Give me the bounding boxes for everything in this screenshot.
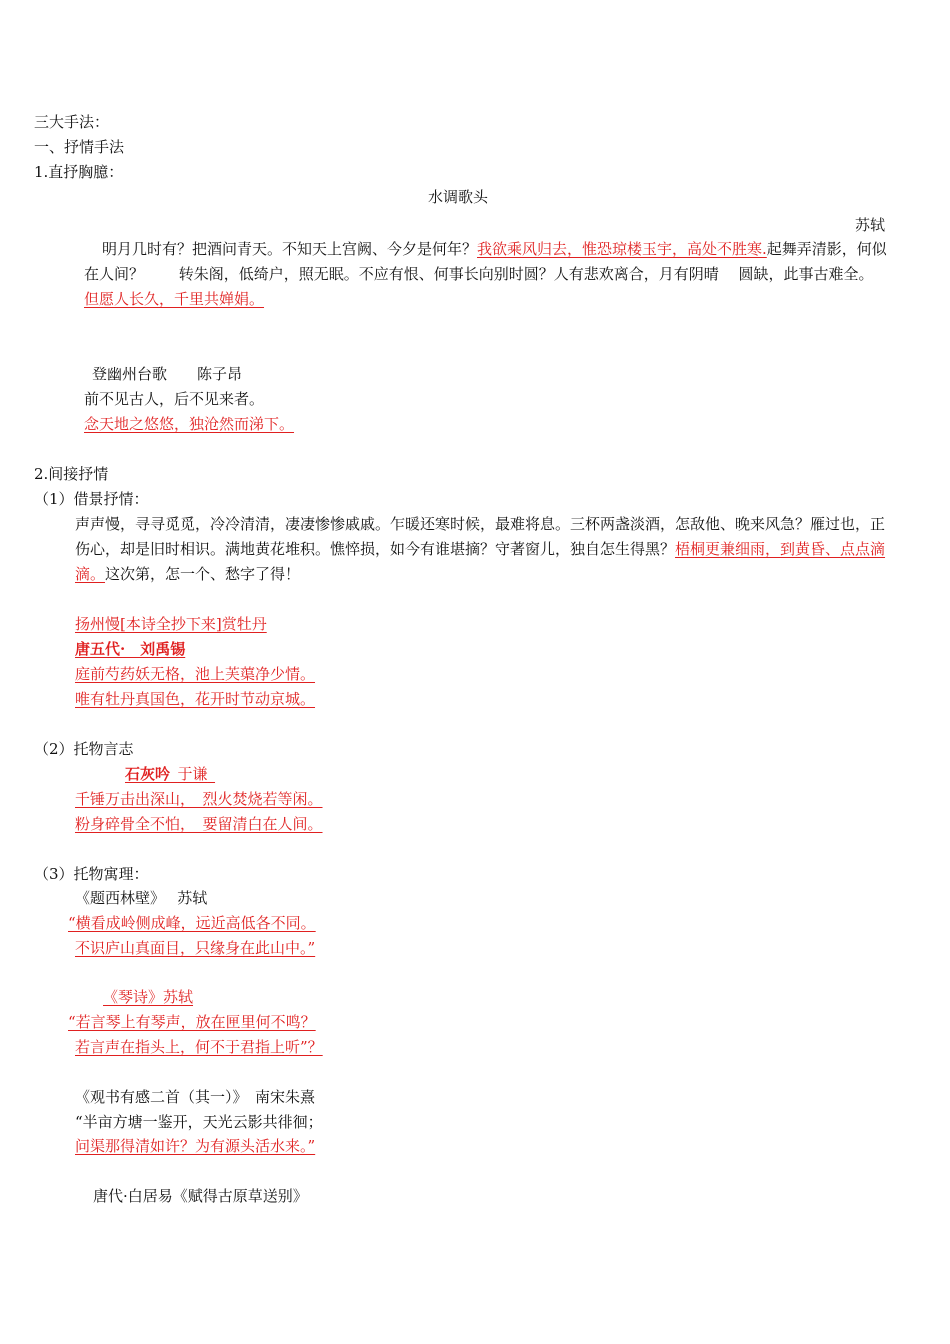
poem-title-line-shihui	[125, 762, 215, 787]
poem-title-qinshi: 《琴诗》苏轼	[103, 988, 194, 1006]
poem-author-shihui: 于谦	[177, 765, 208, 783]
shuidiao-red-2: 但愿人长久，千里共婵娟。	[84, 290, 265, 308]
shuidiao-red-1: 我欲乘风归去，惟恐琼楼玉宇，高处不胜寒.	[477, 240, 767, 258]
guanshu-line-2: 问渠那得清如许？为有源头活水来。”	[75, 1137, 316, 1155]
heading-point-2: （2）托物言志	[34, 740, 134, 758]
youzhou-line-1: 前不见古人，后不见来者。	[84, 390, 265, 408]
heading-point-3: （3）托物寓理：	[34, 865, 149, 883]
xilin-line-1: “横看成岭侧成峰，远近高低各不同。	[68, 914, 316, 932]
shuidiao-text-2: 起舞弄清影，何似在人间？ 转朱阁，低绮户，照无眠。不应有恨、何事长向别时圆？人有悲欢离合，月有阴晴 圆缺，此事古难全。	[84, 240, 887, 283]
shihui-line-1: 千锤万击出深山， 烈火焚烧若等闲。	[75, 790, 323, 808]
mudan-line-1: 庭前芍药妖无格，池上芙蕖净少情。	[75, 665, 316, 683]
guanshu-line-1: “半亩方塘一鉴开，天光云影共徘徊；	[75, 1113, 323, 1131]
heading-point-1: （1）借景抒情：	[34, 490, 149, 508]
qinshi-line-2: 若言声在指头上，何不于君指上听”？	[75, 1038, 323, 1056]
heading-main: 三大手法：	[34, 113, 110, 131]
poem-title-shihui: 石灰吟	[125, 765, 171, 783]
xilin-line-2: 不识庐山真面目，只缘身在此山中。”	[75, 939, 316, 957]
heading-sub-1: 1.直抒胸臆：	[34, 163, 124, 181]
shihui-line-2: 粉身碎骨全不怕， 要留清白在人间。	[75, 815, 323, 833]
poem-author-shuidiao: 苏轼	[855, 216, 886, 234]
shuidiao-text-1: 明月几时有？把酒问青天。不知天上宫阙、今夕是何年？	[102, 240, 478, 258]
poem-author-mudan: 唐五代· 刘禹锡	[75, 640, 186, 658]
poem-title-xilin: 《题西林壁》 苏轼	[75, 889, 208, 907]
poem-title-shuidiao: 水调歌头	[428, 188, 489, 206]
poem-title-mudan: 扬州慢[本诗全抄下来]赏牡丹	[75, 615, 267, 633]
heading-section-1: 一、抒情手法	[34, 138, 125, 156]
shengsheng-red-1: 梧桐更兼细雨，到黄昏、点点滴滴。	[75, 540, 886, 583]
poem-body-shengsheng	[75, 512, 888, 587]
youzhou-line-2: 念天地之悠悠，独沧然而涕下。	[84, 415, 295, 433]
mudan-line-2: 唯有牡丹真国色，花开时节动京城。	[75, 690, 316, 708]
poem-title-guanshu: 《观书有感二首（其一）》 南宋朱熹	[75, 1088, 316, 1106]
poem-title-youzhou: 登幽州台歌 陈子昂	[92, 365, 243, 383]
poem-body-shuidiao	[84, 237, 888, 312]
poem-title-baijuyi: 唐代·白居易《赋得古原草送别》	[93, 1187, 308, 1205]
heading-sub-2: 2.间接抒情	[34, 465, 109, 483]
qinshi-line-1: “若言琴上有琴声，放在匣里何不鸣？	[68, 1013, 316, 1031]
shengsheng-text-1: 声声慢，寻寻觅觅，冷冷清清，凄凄惨惨戚戚。乍暖还寒时候，最难将息。三杯两盏淡酒，怎敌他、晚来风急？雁过也，正伤心，却是旧时相识。满地黄花堆积。憔悴损，如今有谁堪摘？守著窗儿，独自怎生得黑？	[75, 515, 886, 558]
shengsheng-text-2: 这次第，怎一个、愁字了得！	[105, 565, 301, 583]
